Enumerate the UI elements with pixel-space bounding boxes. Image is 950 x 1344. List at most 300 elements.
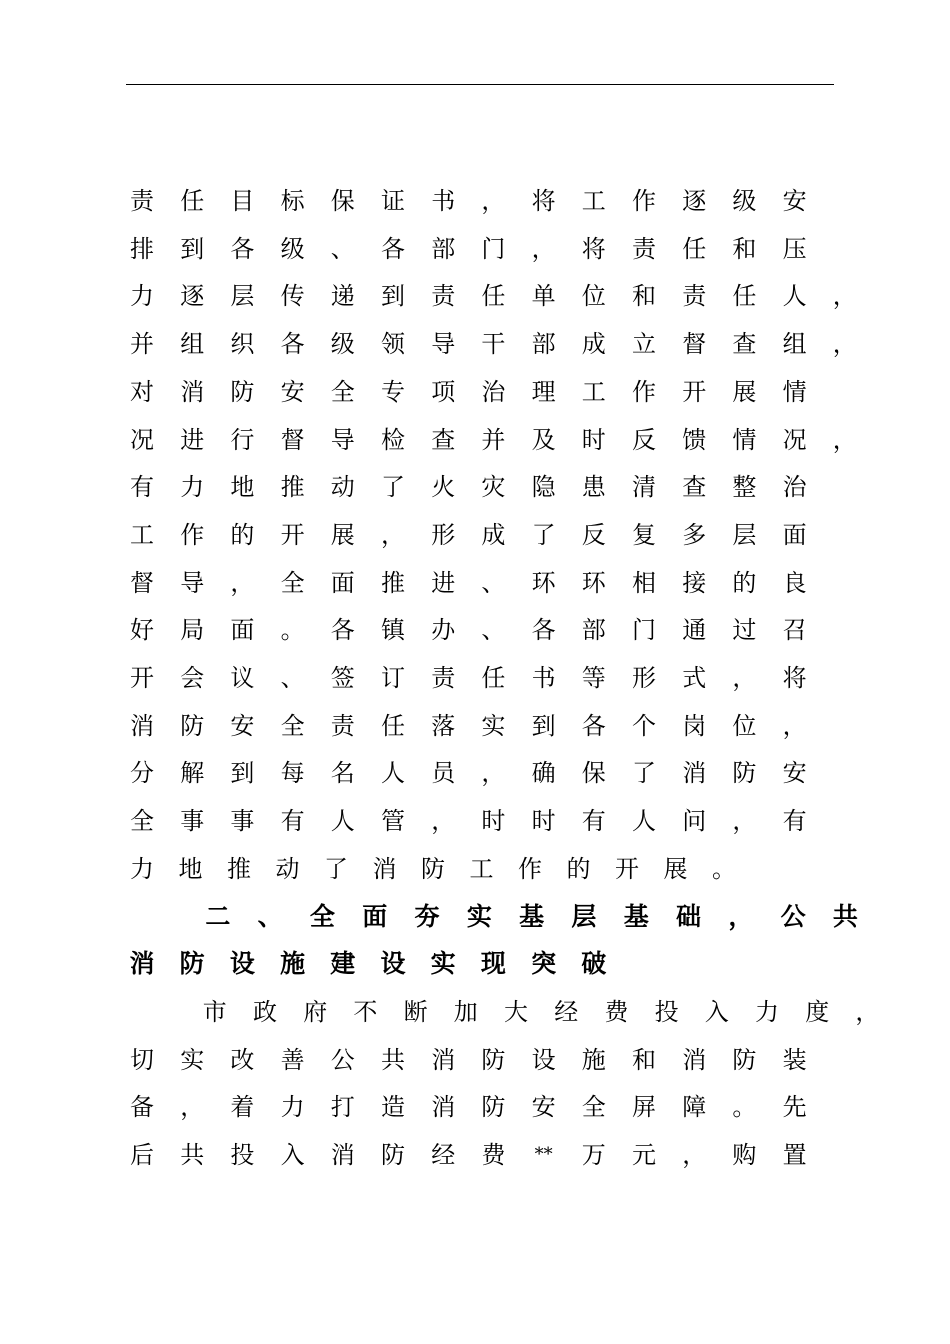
- text-char: 消: [682, 759, 707, 788]
- heading-char: 夯: [414, 901, 440, 931]
- text-char: ，: [782, 711, 807, 740]
- text-char: 共: [180, 1141, 205, 1169]
- text-char: 形: [632, 664, 656, 692]
- text-char: 等: [581, 664, 606, 692]
- text-char: 导: [431, 330, 456, 359]
- text-char: 作: [518, 854, 542, 883]
- text-char: 后: [130, 1141, 154, 1169]
- text-char: 书: [531, 664, 556, 692]
- text-char: 管: [381, 807, 405, 836]
- text-char: 通: [682, 616, 707, 645]
- text-char: 。: [712, 854, 736, 883]
- text-char: 查: [431, 425, 456, 454]
- heading-char: 二: [205, 901, 231, 931]
- text-char: 作: [632, 377, 656, 406]
- text-char: 门: [481, 234, 506, 263]
- text-char: 力: [280, 1093, 305, 1122]
- text-char: 治: [481, 377, 506, 406]
- text-char: 将: [782, 664, 807, 692]
- text-char: 办: [431, 616, 456, 645]
- text-char: 督: [280, 425, 305, 454]
- text-char: 任: [481, 664, 506, 692]
- text-char: 不: [353, 997, 378, 1026]
- text-char: 地: [230, 473, 255, 502]
- text-char: 全: [581, 1093, 606, 1122]
- text-char: 层: [732, 520, 757, 549]
- text-char: 形: [431, 520, 456, 549]
- text-char: 并: [481, 425, 506, 454]
- text-char: 安: [782, 759, 807, 788]
- text-char: 人: [381, 759, 405, 788]
- text-char: 检: [381, 425, 405, 454]
- text-char: 任: [682, 234, 707, 263]
- heading-char: 防: [179, 949, 205, 979]
- text-char: ，: [381, 520, 405, 549]
- text-char: 问: [682, 807, 707, 836]
- text-char: 各: [280, 330, 305, 359]
- text-char: 督: [130, 568, 154, 597]
- text-char: 消: [130, 711, 154, 740]
- text-char: ，: [682, 1141, 707, 1169]
- body-line: [0, 186, 950, 226]
- text-char: 安: [280, 377, 305, 406]
- text-char: 况: [782, 425, 807, 454]
- text-char: 。: [280, 616, 305, 645]
- text-char: ，: [481, 187, 506, 215]
- body-line: [0, 997, 950, 1037]
- text-char: 订: [381, 664, 405, 692]
- body-line: [0, 663, 950, 703]
- text-char: 各: [230, 234, 255, 263]
- heading-char: 面: [362, 901, 388, 931]
- text-char: ，: [832, 425, 857, 454]
- text-char: 加: [453, 997, 478, 1026]
- text-char: 递: [330, 282, 355, 311]
- text-char: 查: [682, 473, 707, 502]
- text-char: 、: [280, 664, 305, 692]
- text-char: 任: [732, 282, 757, 311]
- text-char: 打: [330, 1093, 355, 1122]
- text-char: 推: [280, 473, 305, 502]
- text-char: 全: [130, 807, 154, 836]
- text-char: 动: [275, 854, 300, 883]
- body-line: [0, 234, 950, 274]
- text-char: 排: [130, 234, 154, 263]
- text-char: 防: [421, 854, 445, 883]
- text-char: 到: [180, 234, 205, 263]
- text-char: 成: [581, 330, 606, 359]
- text-char: 隐: [531, 473, 556, 502]
- text-char: 到: [381, 282, 405, 311]
- text-char: 传: [280, 282, 305, 311]
- text-char: ，: [531, 234, 556, 263]
- text-char: 事: [180, 807, 205, 836]
- section-heading-line: [0, 902, 950, 942]
- text-char: 清: [632, 473, 656, 502]
- text-char: 镇: [381, 616, 405, 645]
- text-char: 逐: [682, 187, 707, 215]
- text-char: 岗: [682, 711, 707, 740]
- text-char: 面: [230, 616, 255, 645]
- text-char: 消: [180, 377, 205, 406]
- text-char: 员: [431, 759, 456, 788]
- text-char: 证: [381, 187, 405, 215]
- text-char: 立: [632, 330, 656, 359]
- text-char: ，: [431, 807, 456, 836]
- text-char: 防: [381, 1141, 405, 1169]
- text-char: 落: [431, 711, 456, 740]
- text-char: 目: [230, 187, 255, 215]
- text-char: 度: [805, 997, 830, 1026]
- text-char: 和: [732, 234, 757, 263]
- text-char: 情: [732, 425, 757, 454]
- text-char: 确: [531, 759, 556, 788]
- text-char: 全: [280, 711, 305, 740]
- text-char: 障: [682, 1093, 707, 1122]
- text-char: 防: [180, 711, 205, 740]
- text-char: 召: [782, 616, 807, 645]
- text-char: 反: [632, 425, 656, 454]
- text-char: 位: [732, 711, 757, 740]
- text-char: ，: [855, 997, 880, 1026]
- text-char: 级: [280, 234, 305, 263]
- text-char: 投: [654, 997, 679, 1026]
- text-char: 压: [782, 234, 807, 263]
- text-char: ，: [832, 282, 857, 311]
- text-char: 层: [230, 282, 255, 311]
- text-char: 面: [330, 568, 355, 597]
- text-char: 的: [566, 854, 591, 883]
- text-char: 力: [130, 854, 154, 883]
- heading-char: 、: [257, 901, 283, 931]
- text-char: 推: [381, 568, 405, 597]
- body-line: [0, 568, 950, 608]
- text-char: 工: [130, 520, 154, 549]
- text-char: 市: [202, 997, 227, 1026]
- text-char: 任: [180, 187, 205, 215]
- text-char: 经: [554, 997, 579, 1026]
- text-char: 工: [469, 854, 494, 883]
- text-char: 防: [230, 377, 255, 406]
- text-char: 、: [330, 234, 355, 263]
- text-char: 展: [663, 854, 688, 883]
- text-char: 防: [481, 1045, 506, 1074]
- body-line: [0, 854, 950, 894]
- text-char: 实: [180, 1045, 205, 1074]
- text-char: 对: [130, 377, 154, 406]
- text-char: 部: [581, 616, 606, 645]
- text-char: 屏: [632, 1093, 656, 1122]
- text-char: 断: [403, 997, 428, 1026]
- heading-char: 施: [280, 949, 306, 979]
- text-char: 织: [230, 330, 255, 359]
- text-char: 理: [531, 377, 556, 406]
- body-line: [0, 615, 950, 655]
- text-char: 专: [381, 377, 405, 406]
- text-char: 责: [682, 282, 707, 311]
- text-char: 的: [732, 568, 757, 597]
- text-char: 先: [782, 1093, 807, 1122]
- text-char: 部: [431, 234, 456, 263]
- section-heading-line: [0, 949, 950, 989]
- text-char: 各: [531, 616, 556, 645]
- text-char: 复: [632, 520, 656, 549]
- text-char: 行: [230, 425, 255, 454]
- heading-char: 实: [466, 901, 492, 931]
- heading-char: 共: [832, 901, 858, 931]
- text-char: 责: [632, 234, 656, 263]
- text-char: 开: [615, 854, 639, 883]
- text-char: 时: [581, 425, 606, 454]
- text-char: 部: [531, 330, 556, 359]
- heading-char: 层: [571, 901, 597, 931]
- text-char: 展: [330, 520, 355, 549]
- text-char: 并: [130, 330, 154, 359]
- text-char: ，: [732, 664, 757, 692]
- text-char: 的: [230, 520, 255, 549]
- text-char: 到: [531, 711, 556, 740]
- text-char: 保: [330, 187, 355, 215]
- text-char: 消: [372, 854, 397, 883]
- heading-char: 实: [430, 949, 456, 979]
- text-char: 防: [732, 759, 757, 788]
- text-char: 费: [481, 1141, 506, 1169]
- heading-char: 突: [531, 949, 557, 979]
- text-char: 面: [782, 520, 807, 549]
- text-char: 力: [130, 282, 154, 311]
- text-char: 组: [782, 330, 807, 359]
- text-char: 个: [632, 711, 656, 740]
- text-char: 地: [178, 854, 203, 883]
- heading-char: 建: [330, 949, 356, 979]
- text-char: 过: [732, 616, 757, 645]
- text-char: 装: [782, 1045, 807, 1074]
- text-char: 有: [130, 473, 154, 502]
- text-char: 展: [732, 377, 757, 406]
- text-char: 万: [581, 1141, 606, 1169]
- text-char: 安: [531, 1093, 556, 1122]
- text-char: 干: [481, 330, 506, 359]
- text-char: 查: [732, 330, 757, 359]
- text-char: 开: [130, 664, 154, 692]
- text-char: 反: [581, 520, 606, 549]
- text-char: 消: [682, 1045, 707, 1074]
- heading-char: 基: [519, 901, 545, 931]
- text-char: 环: [581, 568, 606, 597]
- text-char: 级: [732, 187, 757, 215]
- body-line: [0, 1045, 950, 1085]
- text-char: 责: [330, 711, 355, 740]
- text-char: 保: [581, 759, 606, 788]
- text-char: 改: [230, 1045, 255, 1074]
- text-char: 全: [330, 377, 355, 406]
- text-char: 安: [782, 187, 807, 215]
- text-char: 投: [230, 1141, 255, 1169]
- heading-char: 设: [229, 949, 255, 979]
- text-char: 开: [280, 520, 305, 549]
- text-char: 灾: [481, 473, 506, 502]
- text-char: 。: [732, 1093, 757, 1122]
- text-char: 责: [431, 664, 456, 692]
- text-char: 各: [581, 711, 606, 740]
- text-char: 进: [180, 425, 205, 454]
- text-char: 购: [732, 1141, 757, 1169]
- text-char: 将: [581, 234, 606, 263]
- text-char: 火: [431, 473, 456, 502]
- text-char: 单: [531, 282, 556, 311]
- text-char: 局: [180, 616, 205, 645]
- text-char: 门: [632, 616, 656, 645]
- text-char: ，: [230, 568, 255, 597]
- text-char: 了: [632, 759, 656, 788]
- text-char: 着: [230, 1093, 255, 1122]
- text-char: 了: [324, 854, 348, 883]
- text-char: 时: [531, 807, 556, 836]
- text-char: 到: [230, 759, 255, 788]
- text-char: 动: [330, 473, 355, 502]
- text-char: 责: [431, 282, 456, 311]
- text-char: 人: [632, 807, 656, 836]
- text-char: 工: [581, 187, 606, 215]
- text-char: 入: [280, 1141, 305, 1169]
- heading-char: 公: [780, 901, 806, 931]
- text-char: 和: [632, 282, 656, 311]
- heading-char: 全: [309, 901, 335, 931]
- text-char: 责: [130, 187, 154, 215]
- text-char: 作: [632, 187, 656, 215]
- body-line: [0, 329, 950, 369]
- text-char: 会: [180, 664, 205, 692]
- heading-char: ，: [728, 901, 754, 931]
- text-char: 了: [531, 520, 556, 549]
- text-char: ，: [832, 330, 857, 359]
- text-char: 督: [682, 330, 707, 359]
- text-char: 况: [130, 425, 154, 454]
- heading-char: 基: [623, 901, 649, 931]
- text-char: 入: [704, 997, 729, 1026]
- text-char: 解: [180, 759, 205, 788]
- body-line: [0, 1140, 950, 1180]
- text-char: 好: [130, 616, 154, 645]
- text-char: 政: [252, 997, 277, 1026]
- text-char: 了: [381, 473, 405, 502]
- text-char: 消: [431, 1093, 456, 1122]
- heading-char: 消: [129, 949, 155, 979]
- text-char: 有: [581, 807, 606, 836]
- text-char: 各: [381, 234, 405, 263]
- text-char: 导: [180, 568, 205, 597]
- text-char: 议: [230, 664, 255, 692]
- text-char: 开: [682, 377, 707, 406]
- text-char: 签: [330, 664, 355, 692]
- text-char: 作: [180, 520, 205, 549]
- heading-char: 设: [380, 949, 406, 979]
- text-char: 安: [230, 711, 255, 740]
- text-char: 领: [381, 330, 405, 359]
- text-char: 有: [280, 807, 305, 836]
- body-line: [0, 711, 950, 751]
- text-char: 将: [531, 187, 556, 215]
- text-char: 力: [754, 997, 779, 1026]
- text-char: 防: [481, 1093, 506, 1122]
- text-char: 人: [782, 282, 807, 311]
- text-char: 标: [280, 187, 305, 215]
- text-char: 组: [180, 330, 205, 359]
- text-char: 置: [782, 1141, 807, 1169]
- text-char: 消: [431, 1045, 456, 1074]
- text-char: 项: [431, 377, 456, 406]
- body-line: [0, 425, 950, 465]
- text-char: 成: [481, 520, 506, 549]
- text-char: 施: [581, 1045, 606, 1074]
- text-char: ，: [180, 1093, 205, 1122]
- text-char: ，: [481, 759, 506, 788]
- text-char: 推: [227, 854, 251, 883]
- text-char: 导: [330, 425, 355, 454]
- body-line: [0, 1092, 950, 1132]
- text-char: 公: [330, 1045, 355, 1074]
- text-char: 大: [503, 997, 528, 1026]
- text-char: 环: [531, 568, 556, 597]
- heading-char: 现: [480, 949, 506, 979]
- text-char: 和: [632, 1045, 656, 1074]
- text-char: 治: [782, 473, 807, 502]
- text-char: 人: [330, 807, 355, 836]
- text-char: 造: [381, 1093, 405, 1122]
- text-char: 书: [431, 187, 456, 215]
- text-char: 良: [782, 568, 807, 597]
- text-char: 级: [330, 330, 355, 359]
- text-char: 各: [330, 616, 355, 645]
- text-char: 共: [381, 1045, 405, 1074]
- text-char: 经: [431, 1141, 456, 1169]
- text-char: 费: [604, 997, 629, 1026]
- heading-char: 破: [581, 949, 607, 979]
- text-char: 力: [180, 473, 205, 502]
- text-char: 切: [130, 1045, 154, 1074]
- text-char: 设: [531, 1045, 556, 1074]
- text-char: 事: [230, 807, 255, 836]
- text-char: 情: [782, 377, 807, 406]
- text-char: 位: [581, 282, 606, 311]
- text-char: 进: [431, 568, 456, 597]
- text-char: 整: [732, 473, 757, 502]
- text-char: 备: [130, 1093, 154, 1122]
- text-char: 患: [581, 473, 606, 502]
- text-char: 消: [330, 1141, 355, 1169]
- text-char: 工: [581, 377, 606, 406]
- text-char: 馈: [682, 425, 707, 454]
- text-char: 相: [632, 568, 656, 597]
- text-char: 全: [280, 568, 305, 597]
- text-char: 式: [682, 664, 707, 692]
- text-char: 防: [732, 1045, 757, 1074]
- body-line: [0, 281, 950, 321]
- text-char: 逐: [180, 282, 205, 311]
- text-char: 元: [632, 1141, 656, 1169]
- body-line: [0, 472, 950, 512]
- text-char: 每: [280, 759, 305, 788]
- text-char: ，: [732, 807, 757, 836]
- text-char: 善: [280, 1045, 305, 1074]
- text-char: 有: [782, 807, 807, 836]
- text-char: 任: [381, 711, 405, 740]
- text-char: 接: [682, 568, 707, 597]
- body-line: [0, 377, 950, 417]
- body-line: [0, 520, 950, 560]
- body-line: [0, 806, 950, 846]
- text-char: 任: [481, 282, 506, 311]
